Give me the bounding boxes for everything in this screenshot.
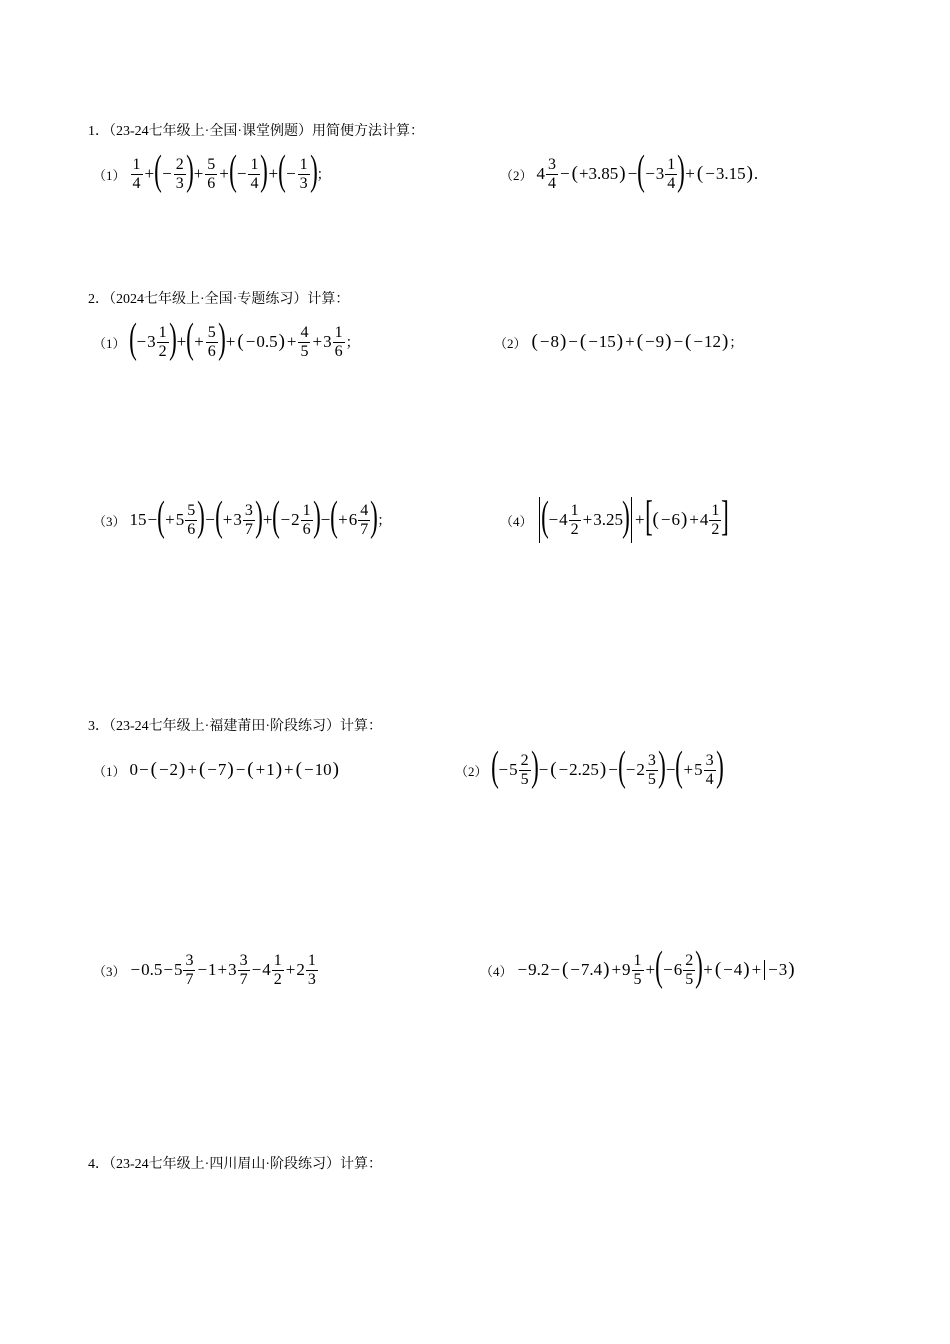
question-2-header: 2．（2024七年级上·全国·专题练习）计算：: [88, 292, 350, 307]
q3-part3: （3） − 0.5 − 5 $\frac{3}{7}$ − 1 + 3 $\frac{3}{7}$ − 4 $\frac{1}{2}$ + 2 $\frac{1}{3}$: [93, 938, 319, 1002]
q3-part1: （1） 0 − ( − 2 ) + ( − 7 ) − ( + 1 ) + ( − 10 ): [93, 759, 339, 780]
q1-part1-expression: $\frac{1}{4}$ + ( − $\frac{2}{3}$ ) + $\frac{5}{6}$ + ( − $\frac{1}{4}$ ) + ( − $\frac{1}{3}$ ) ；: [132, 148, 331, 194]
q3-part2: （2） ( − 5 $\frac{2}{5}$ ) − ( − 2.25 ) − ( − 2 $\frac{3}{5}$ ) − ( + 5 $\frac{3}{4}$ ): [455, 744, 724, 790]
q2-part1: （1） ( − 3 $\frac{1}{2}$ ) + ( + $\frac{5}{6}$ ) + ( − 0.5 ) + $\frac{4}{5}$ + 3 $\frac{1}{6}$ ；: [93, 316, 360, 362]
q3-part2-expression: ( − 5 $\frac{2}{5}$ ) − ( − 2.25 ) − ( − 2 $\frac{3}{5}$ ) − ( + 5 $\frac{3}{4}$ ): [490, 744, 724, 790]
question-1-header: 1．（23-24七年级上·全国·课堂例题）用简便方法计算：: [88, 124, 424, 139]
q1-part2: （2） 4 $\frac{3}{4}$ − ( + 3.85 ) − ( − 3 $\frac{1}{4}$ ) + ( − 3.15 ) .: [500, 148, 759, 194]
q2-part2-expression: ( − 8 ) − ( − 15 ) + ( − 9 ) − ( − 12 ) ；: [531, 331, 744, 352]
q2-part4: （4） ( − 4 $\frac{1}{2}$ + 3.25 ) + [ ( − 6 ) + 4 $\frac{1}{2}$ ]: [500, 488, 728, 552]
q3-part4: （4） − 9.2 − ( − 7.4 ) + 9 $\frac{1}{5}$ + ( − 6 $\frac{2}{5}$ ) + ( − 4 ) + − 3 ): [480, 944, 795, 990]
q1-part2-expression: 4 $\frac{3}{4}$ − ( + 3.85 ) − ( − 3 $\frac{1}{4}$ ) + ( − 3.15 ) .: [536, 148, 759, 194]
q2-part2: （2） ( − 8 ) − ( − 15 ) + ( − 9 ) − ( − 12 ) ；: [494, 331, 744, 352]
q2-part4-expression: ( − 4 $\frac{1}{2}$ + 3.25 ) + [ ( − 6 ) + 4 $\frac{1}{2}$ ]: [537, 497, 729, 543]
question-3-header: 3．（23-24七年级上·福建莆田·阶段练习）计算：: [88, 719, 382, 734]
q3-part3-expression: − 0.5 − 5 $\frac{3}{7}$ − 1 + 3 $\frac{3}{7}$ − 4 $\frac{1}{2}$ + 2 $\frac{1}{3}$: [130, 951, 316, 988]
q3-part4-expression: − 9.2 − ( − 7.4 ) + 9 $\frac{1}{5}$ + ( − 6 $\frac{2}{5}$ ) + ( − 4 ) + − 3 ): [517, 944, 795, 990]
q2-part1-expression: ( − 3 $\frac{1}{2}$ ) + ( + $\frac{5}{6}$ ) + ( − 0.5 ) + $\frac{4}{5}$ + 3 $\frac{1}{6}$ ；: [128, 316, 360, 362]
q2-part3-expression: 15 − ( + 5 $\frac{5}{6}$ ) − ( + 3 $\frac{3}{7}$ ) + ( − 2 $\frac{1}{6}$ ) − ( + 6 $\frac{4}{7}$ ) ；: [129, 494, 392, 540]
q2-part3: （3） 15 − ( + 5 $\frac{5}{6}$ ) − ( + 3 $\frac{3}{7}$ ) + ( − 2 $\frac{1}{6}$ ) − ( + 6 $\frac{4}{7}$ ) ；: [93, 494, 392, 540]
question-4-header: 4．（23-24七年级上·四川眉山·阶段练习）计算：: [88, 1157, 382, 1172]
q1-part1: （1） $\frac{1}{4}$ + ( − $\frac{2}{3}$ ) + $\frac{5}{6}$ + ( − $\frac{1}{4}$ ) + ( − $\frac{1}{3}$ ) ；: [93, 148, 331, 194]
q3-part1-expression: 0 − ( − 2 ) + ( − 7 ) − ( + 1 ) + ( − 10 ): [129, 759, 339, 780]
